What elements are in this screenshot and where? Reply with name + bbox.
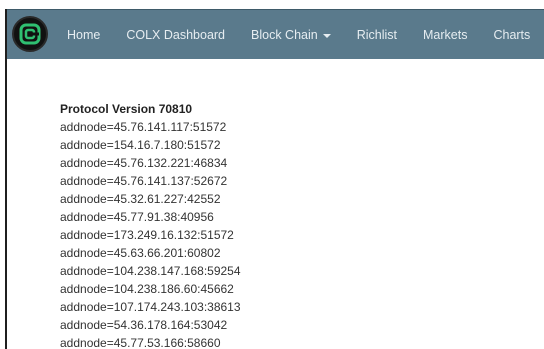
nav-item-block-chain[interactable] <box>251 28 331 42</box>
protocol-version-heading: Protocol Version 70810 <box>60 102 193 116</box>
nav-item-block-chain-label: Block Chain <box>251 28 318 42</box>
nav-item-charts[interactable]: Charts <box>493 28 531 42</box>
nav-item-colx-dashboard[interactable]: COLX Dashboard <box>126 28 226 42</box>
addnode-line: addnode=45.76.141.117:51572 <box>60 120 227 134</box>
left-border <box>0 0 7 349</box>
addnode-line: addnode=45.63.66.201:60802 <box>60 246 221 260</box>
addnode-line: addnode=107.174.243.103:38613 <box>60 300 241 314</box>
addnode-line: addnode=45.32.61.227:42552 <box>60 192 221 206</box>
addnode-line: addnode=104.238.186.60:45662 <box>60 282 234 296</box>
addnode-line: addnode=54.36.178.164:53042 <box>60 318 228 332</box>
addnode-line: addnode=104.238.147.168:59254 <box>60 264 241 278</box>
colx-logo-icon[interactable] <box>12 16 48 52</box>
addnode-line: addnode=45.77.91.38:40956 <box>60 210 214 224</box>
addnode-line: addnode=45.77.53.166:58660 <box>60 336 221 349</box>
addnode-line: addnode=45.76.132.221:46834 <box>60 156 228 170</box>
top-margin <box>0 0 544 9</box>
nav-menu <box>67 10 544 60</box>
addnode-line: addnode=154.16.7.180:51572 <box>60 138 221 152</box>
addnode-line: addnode=45.76.141.137:52672 <box>60 174 228 188</box>
main-content <box>60 100 241 349</box>
nav-item-home[interactable]: Home <box>67 28 101 42</box>
nav-item-markets[interactable]: Markets <box>423 28 468 42</box>
caret-down-icon <box>323 34 331 38</box>
nav-item-richlist[interactable]: Richlist <box>356 28 398 42</box>
addnode-line: addnode=173.249.16.132:51572 <box>60 228 234 242</box>
navbar <box>7 9 544 59</box>
